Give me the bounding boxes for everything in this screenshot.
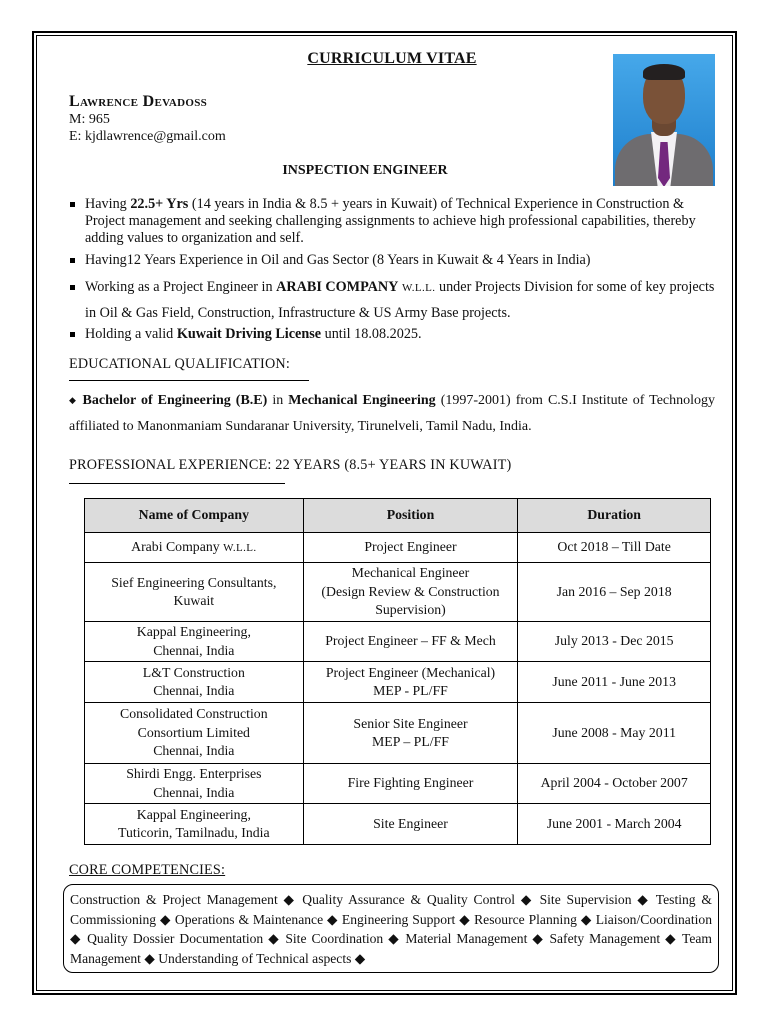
table-row [85,662,711,703]
duration-cell: July 2013 - Dec 2015 [518,622,711,662]
summary-bullet-4: Holding a valid Kuwait Driving License until 18.08.2025. [70,326,720,343]
candidate-name: Lawrence Devadoss [69,93,208,110]
duration-cell: June 2011 - June 2013 [518,662,711,703]
column-header-company: Name of Company [85,499,304,533]
summary-bullet-2: Having12 Years Experience in Oil and Gas Sector (8 Years in Kuwait & 4 Years in India) [70,252,720,269]
education-heading: EDUCATIONAL QUALIFICATION: [69,356,291,372]
table-row [85,764,711,804]
experience-table [84,498,711,845]
bullet-square-icon [70,258,75,263]
education-entry: ◆ Bachelor of Engineering (B.E) in Mechanical Engineering (1997-2001) from C.S.I Institute of Technology affiliated to Manonmaniam Sundaranar University, Tirunelveli, Tamil Nadu, India. [69,393,716,434]
company-cell: Shirdi Engg. Enterprises Chennai, India [85,764,304,804]
summary-bullet-3: Working as a Project Engineer in ARABI COMPANY W.L.L. under Projects Division for some of key projects in Oil & Gas Field, Construction, Infrastructure & US Army Base projects. [70,275,720,326]
table-row [85,622,711,662]
company-cell: L&T Construction Chennai, India [85,662,304,703]
experience-heading-rule [69,483,285,484]
position-cell: Project Engineer – FF & Mech [303,622,518,662]
table-header-row [85,499,711,533]
summary-bullet-1: Having 22.5+ Yrs (14 years in India & 8.5 + years in Kuwait) of Technical Experience in Construction & Project management and seeking challenging assignments to achieve high professional capabilities, thereby adding values to organization and self. [70,196,720,247]
duration-cell: June 2001 - March 2004 [518,804,711,845]
competencies-heading: CORE COMPETENCIES: [69,862,226,878]
diamond-bullet-icon: ◆ [69,396,78,406]
role-title: INSPECTION ENGINEER [282,163,448,178]
mobile-number: M: 965 [69,112,110,127]
table-row [85,703,711,764]
bullet-square-icon [70,332,75,337]
table-row [85,533,711,563]
column-header-position: Position [303,499,518,533]
column-header-duration: Duration [518,499,711,533]
position-cell: Project Engineer [303,533,518,563]
bullet-square-icon [70,202,75,207]
bullet-square-icon [70,285,75,290]
company-cell: Kappal Engineering, Tuticorin, Tamilnadu, India [85,804,304,845]
position-cell: Site Engineer [303,804,518,845]
duration-cell: Jan 2016 – Sep 2018 [518,563,711,622]
duration-cell: April 2004 - October 2007 [518,764,711,804]
duration-cell: June 2008 - May 2011 [518,703,711,764]
table-row [85,563,711,622]
company-cell: Consolidated Construction Consortium Limited Chennai, India [85,703,304,764]
duration-cell: Oct 2018 – Till Date [518,533,711,563]
email-address: E: kjdlawrence@gmail.com [69,129,226,144]
competencies-box: Construction & Project Management ◆ Quality Assurance & Quality Control ◆ Site Supervision ◆ Testing & Commissioning ◆ Operations & Maintenance ◆ Engineering Support ◆ Resource Planning ◆ Liaison/Coordination ◆ Quality Dossier Documentation ◆ Site Coordination ◆ Material Management ◆ Safety Management ◆ Team Management ◆ Understanding of Technical aspects ◆ [63,884,719,973]
document-title: CURRICULUM VITAE [307,50,477,67]
company-cell: Arabi Company W.L.L. [85,533,304,563]
company-cell: Sief Engineering Consultants, Kuwait [85,563,304,622]
position-cell: Fire Fighting Engineer [303,764,518,804]
position-cell: Mechanical Engineer (Design Review & Construction Supervision) [303,563,518,622]
position-cell: Project Engineer (Mechanical) MEP - PL/FF [303,662,518,703]
company-cell: Kappal Engineering, Chennai, India [85,622,304,662]
table-row [85,804,711,845]
position-cell: Senior Site Engineer MEP – PL/FF [303,703,518,764]
experience-heading: PROFESSIONAL EXPERIENCE: 22 YEARS (8.5+ YEARS IN KUWAIT) [69,457,512,473]
education-heading-rule [69,380,309,381]
